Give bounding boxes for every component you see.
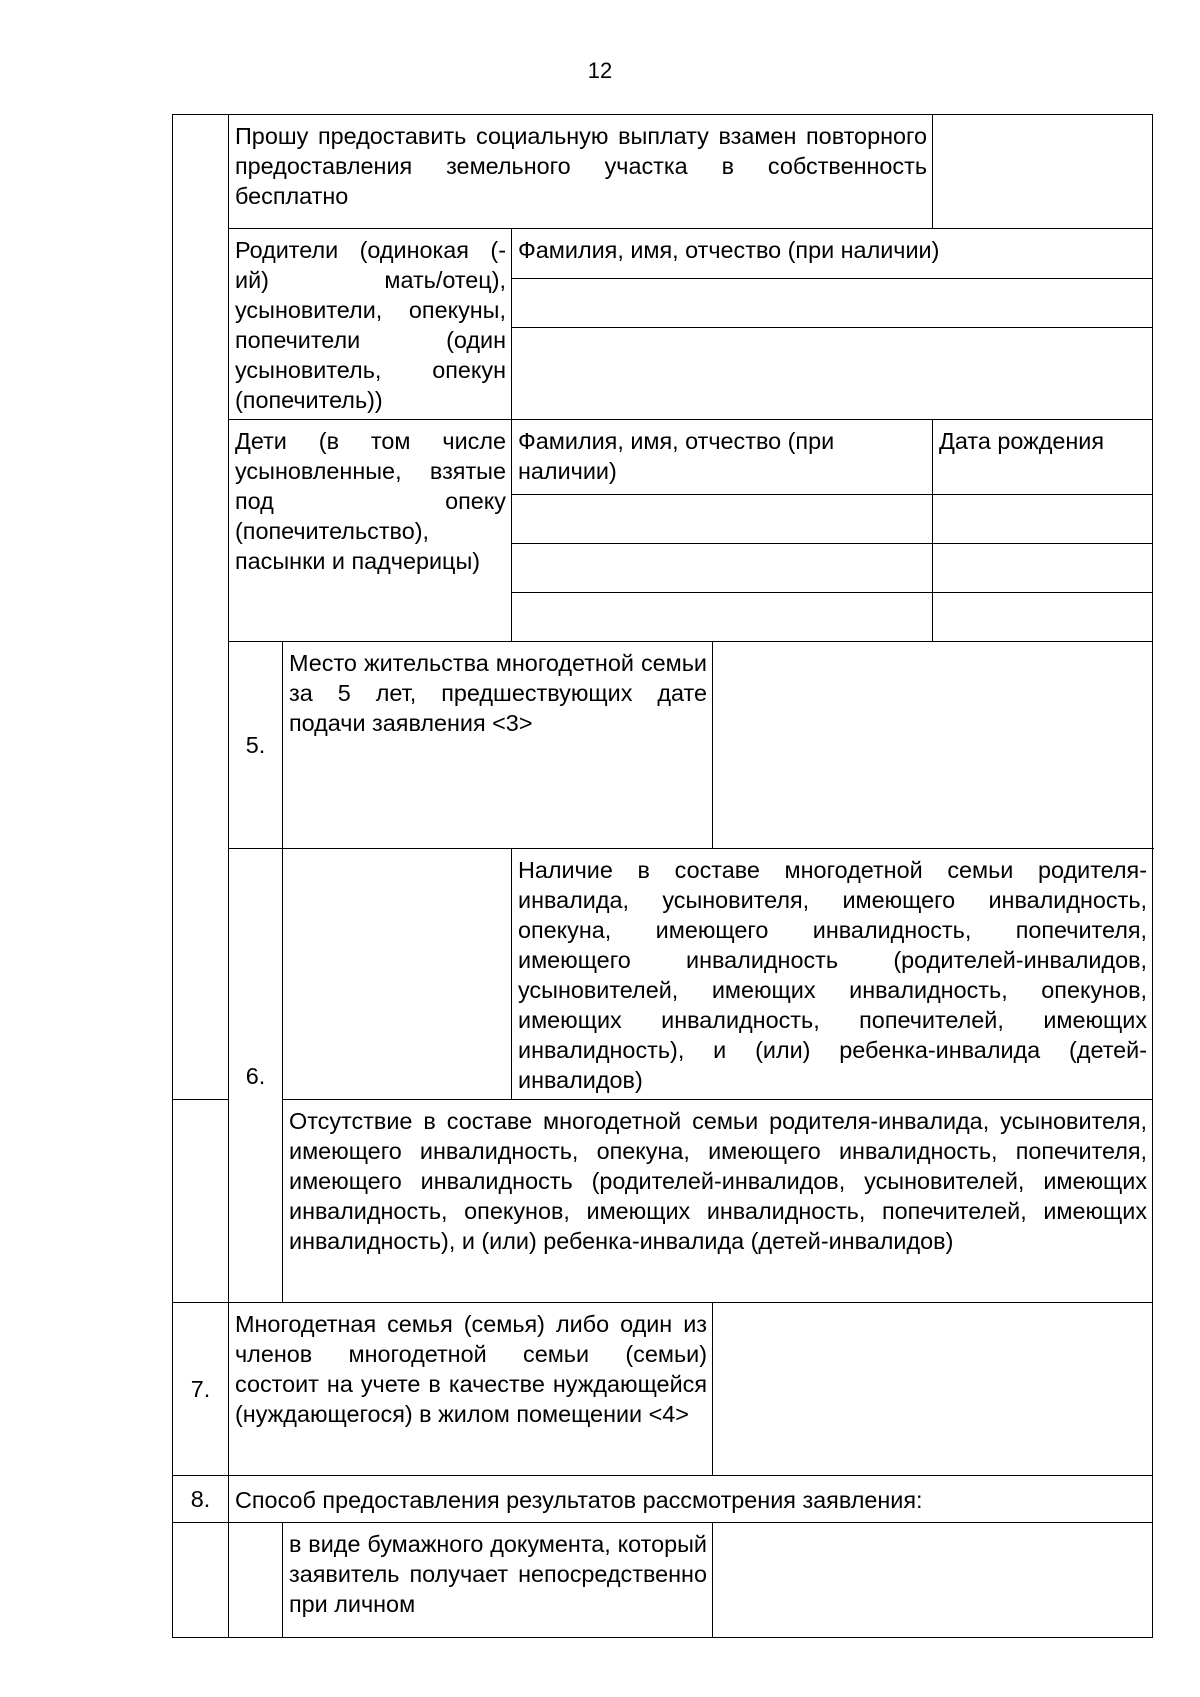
- row8-option-1: в виде бумажного документа, который заявитель получает непосредственно при личном: [283, 1523, 713, 1638]
- row6-option-1: Наличие в составе многодетной семьи родителя-инвалида, усыновителя, имеющего инвалидность, опекуна, имеющего инвалидность, попечителя, имеющего инвалидность (родителей-инвалидов, усыновителей, имеющих инвалидность, опекунов, имеющих инвалидность, попечителей, имеющих инвалидность), и (или) ребенка-инвалида (детей-инвалидов): [512, 849, 1153, 1100]
- children-fio-header: Фамилия, имя, отчество (при наличии): [512, 420, 933, 495]
- row8-value-cell[interactable]: [713, 1523, 1153, 1638]
- row7-value-cell[interactable]: [713, 1303, 1153, 1476]
- parents-fio-entry-2[interactable]: [512, 328, 1153, 420]
- children-fio-entry[interactable]: [512, 593, 933, 642]
- parents-row: [173, 229, 1153, 279]
- row-5: [173, 642, 1153, 849]
- num-cell-empty: [173, 1523, 229, 1638]
- children-fio-entry[interactable]: [512, 544, 933, 593]
- children-row: [173, 420, 1153, 495]
- row-number: 7.: [173, 1303, 229, 1476]
- row5-value-cell[interactable]: [713, 642, 1153, 849]
- parents-label: Родители (одинокая (-ий) мать/отец), усыновители, опекуны, попечители (один усыновитель, опекун (попечитель)): [229, 229, 512, 420]
- num-cell-empty: [173, 115, 229, 1100]
- row6-checkbox-1[interactable]: [283, 849, 512, 1100]
- children-dob-entry[interactable]: [933, 495, 1153, 544]
- row-number: 5.: [229, 642, 283, 849]
- children-label: Дети (в том числе усыновленные, взятые под опеку (попечительство), пасынки и падчерицы): [229, 420, 512, 642]
- row-7: [173, 1303, 1153, 1476]
- request-row: [173, 115, 1153, 229]
- row7-label: Многодетная семья (семья) либо один из членов многодетной семьи (семьи) состоит на учете в качестве нуждающейся (нуждающегося) в жилом помещении <4>: [229, 1303, 713, 1476]
- page-number: 12: [587, 58, 613, 83]
- row8-label: Способ предоставления результатов рассмотрения заявления:: [229, 1476, 1153, 1523]
- children-dob-entry[interactable]: [933, 544, 1153, 593]
- request-mark-cell[interactable]: [933, 115, 1153, 229]
- row-number: 6.: [229, 849, 283, 1303]
- row8-checkbox-1[interactable]: [229, 1523, 283, 1638]
- row-number: 8.: [173, 1476, 229, 1523]
- row-6b: [173, 1100, 1153, 1303]
- children-fio-entry[interactable]: [512, 495, 933, 544]
- row5-label: Место жительства многодетной семьи за 5 лет, предшествующих дате подачи заявления <3>: [283, 642, 713, 849]
- row6-checkbox-2[interactable]: [173, 1100, 229, 1303]
- parents-fio-entry-1[interactable]: [512, 278, 1153, 328]
- children-dob-entry[interactable]: [933, 593, 1153, 642]
- row6-option-2: Отсутствие в составе многодетной семьи родителя-инвалида, усыновителя, имеющего инвалидность, опекуна, имеющего инвалидность, попечителя, имеющего инвалидность (родителей-инвалидов, усыновителей, имеющих инвалидность, опекунов, имеющих инвалидность, попечителей, имеющих инвалидность), и (или) ребенка-инвалида (детей-инвалидов): [283, 1100, 1153, 1303]
- request-text: Прошу предоставить социальную выплату взамен повторного предоставления земельного участка в собственность бесплатно: [229, 115, 933, 229]
- row-8: [173, 1476, 1153, 1523]
- row-6: [173, 849, 1153, 1100]
- parents-fio-header: Фамилия, имя, отчество (при наличии): [512, 229, 1153, 279]
- row-8-option: [173, 1523, 1153, 1638]
- children-dob-header: Дата рождения: [933, 420, 1153, 495]
- application-form-table: [172, 114, 1153, 1638]
